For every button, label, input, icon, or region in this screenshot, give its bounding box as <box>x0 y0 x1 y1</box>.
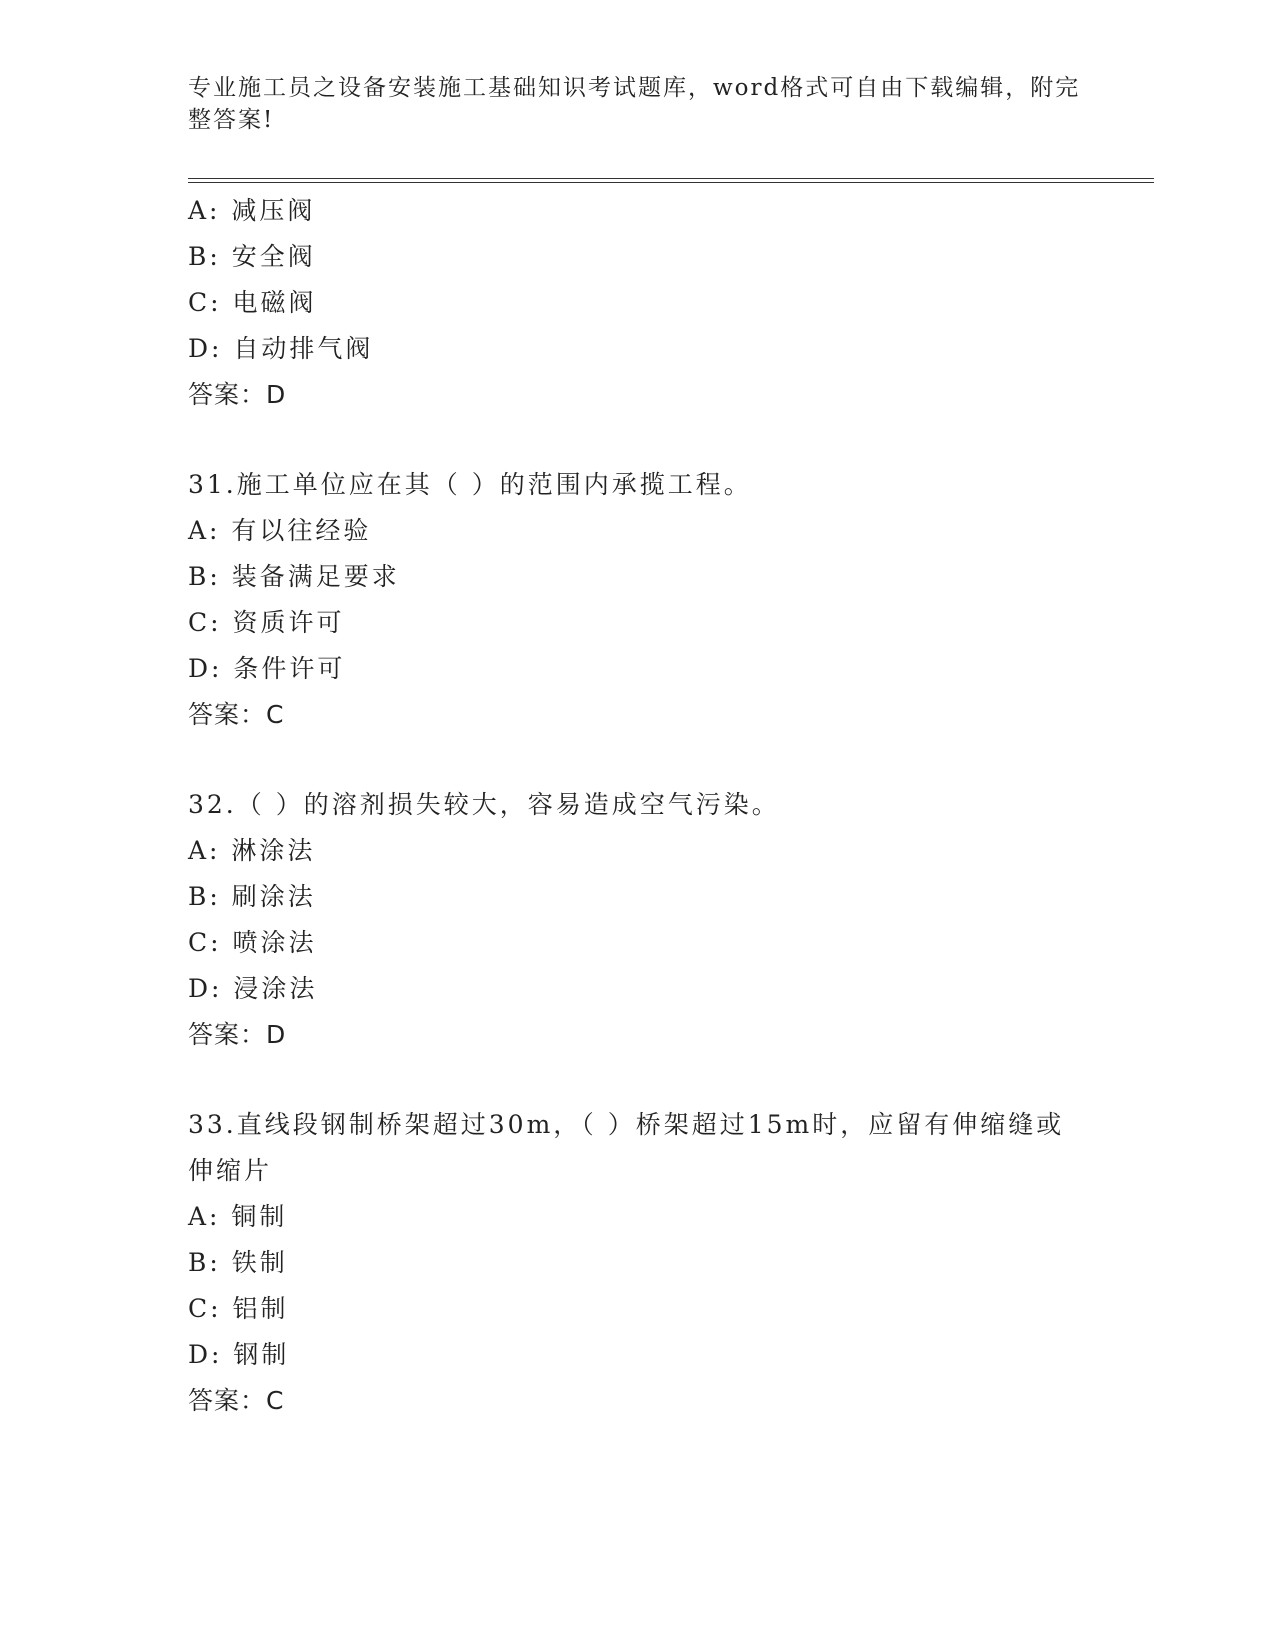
question-list <box>188 188 1154 1424</box>
question-stem: 32.（ ）的溶剂损失较大，容易造成空气污染。 <box>188 790 780 819</box>
option-b: B: 铁制 <box>188 1248 288 1277</box>
question-33 <box>188 1102 1154 1424</box>
option-d: D: 浸涂法 <box>188 974 318 1003</box>
document-header: 专业施工员之设备安装施工基础知识考试题库，word格式可自由下载编辑，附完整答案! <box>188 75 1081 133</box>
option-a: A: 淋涂法 <box>188 836 316 865</box>
option-b: B: 装备满足要求 <box>188 562 400 591</box>
option-d: D: 自动排气阀 <box>188 334 374 363</box>
header-divider <box>188 178 1154 183</box>
option-b: B: 安全阀 <box>188 242 316 271</box>
question-gap <box>188 1058 1154 1102</box>
question-gap <box>188 738 1154 782</box>
option-a: A: 减压阀 <box>188 196 316 225</box>
answer-line: 答案：C <box>188 700 285 729</box>
option-d: D: 条件许可 <box>188 654 346 683</box>
question-30 <box>188 188 1154 418</box>
option-c: C: 资质许可 <box>188 608 345 637</box>
question-stem: 31.施工单位应在其（ ）的范围内承揽工程。 <box>188 470 752 499</box>
question-stem: 33.直线段钢制桥架超过30m，（ ）桥架超过15m时，应留有伸缩缝或伸缩片 <box>188 1110 1065 1185</box>
answer-line: 答案：C <box>188 1386 285 1415</box>
answer-line: 答案：D <box>188 380 287 409</box>
answer-line: 答案：D <box>188 1020 287 1049</box>
option-c: C: 喷涂法 <box>188 928 317 957</box>
option-a: A: 铜制 <box>188 1202 288 1231</box>
question-gap <box>188 418 1154 462</box>
question-31 <box>188 462 1154 738</box>
option-c: C: 铝制 <box>188 1294 289 1323</box>
question-32 <box>188 782 1154 1058</box>
option-b: B: 刷涂法 <box>188 882 316 911</box>
option-a: A: 有以往经验 <box>188 516 372 545</box>
option-c: C: 电磁阀 <box>188 288 317 317</box>
option-d: D: 钢制 <box>188 1340 290 1369</box>
